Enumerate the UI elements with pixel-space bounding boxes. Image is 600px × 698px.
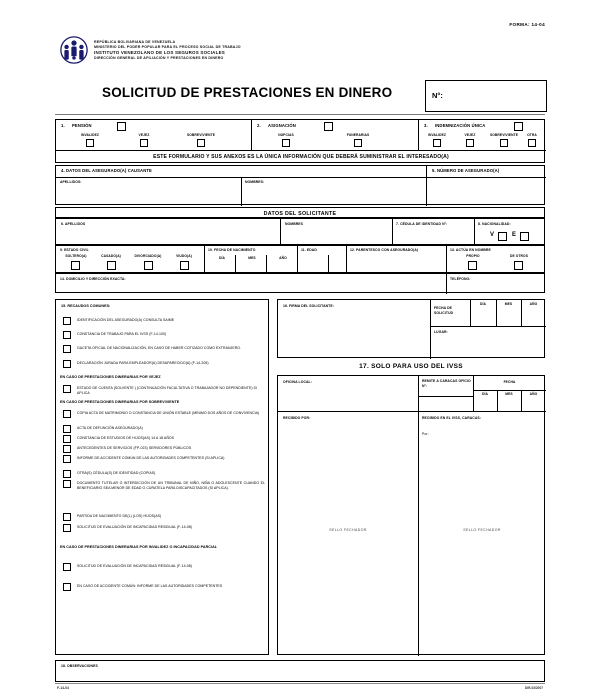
req-common-3-checkbox[interactable] [63,360,71,368]
acts-opt-0-checkbox[interactable] [468,261,477,270]
req-invalidez-heading: EN CASO DE PRESTACIONES DINERARIAS POR INVALIDEZ O INCAPACIDAD PARCIAL [60,545,218,549]
indemnizacion-number: 3. [424,123,428,128]
ivss-office-label: OFICINA LOCAL: [283,380,312,384]
civil-opt-0-label: SOLTERO(A) [65,254,87,258]
req-sobre-5-label: OTRA(S) CÉDULA(S) DE IDENTIDAD (COPIAS) [77,471,156,475]
acts-label: 13. ACTÚA EN NOMBRE [450,248,491,252]
req-sobre-1-label: ACTA DE DEFUNCIÓN ASEGURADO(A) [77,426,143,430]
pension-title: PENSIÓN [72,123,92,128]
pension-opt-1-checkbox[interactable] [140,139,148,147]
req-sobre-1-checkbox[interactable] [63,425,71,433]
applicant-band [55,207,545,218]
req-sobre-7-checkbox[interactable] [63,513,71,521]
signature-date-dia: DÍA [480,302,486,306]
indemnizacion-opt-1-checkbox[interactable] [466,139,474,147]
req-sobre-6-checkbox[interactable] [63,480,71,488]
req-common-0-checkbox[interactable] [63,317,71,325]
form-number-label: N°: [432,91,443,100]
org-line-4: DIRECCIÓN GENERAL DE AFILIACIÓN Y PRESTACIONES EN DINERO [94,55,224,60]
applicant-id-divider [392,219,393,246]
nationality-e-label: E [512,232,517,238]
civil-opt-2-checkbox[interactable] [144,261,153,270]
indemnizacion-opt-2-label: SOBREVIVIENTE [489,133,519,137]
ivss-fecha-mes: MES [505,392,513,396]
applicant-surnames-label: 6. APELLIDOS [61,222,86,226]
pension-opt-2-label: SOBREVIVIENTE [186,133,216,137]
applicant-nationality-divider [474,219,475,246]
applicant-row-civil [55,245,545,273]
req-common-1-checkbox[interactable] [63,331,71,339]
ivss-top-divider [278,411,546,412]
req-common-3-label: DECLARACIÓN JURADA PARA EMPLEADOR(A) DESAPARECIDO(A) (F-14-205) [77,361,209,365]
signature-date-label: FECHA DE SOLICITUD [434,306,454,316]
asignacion-opt-0-checkbox[interactable] [282,139,290,147]
req-sobre-0-checkbox[interactable] [63,410,71,418]
req-common-1-label: CONSTANCIA DE TRABAJO PARA EL IVSS (F-14-100) [77,332,167,336]
civil-opt-1-checkbox[interactable] [107,261,116,270]
benefit-notice-divider [56,150,546,151]
organization-header [60,36,241,64]
signature-date-ano: AÑO [529,302,538,306]
insured-surnames-label: APELLIDOS: [60,180,82,184]
indemnizacion-main-checkbox[interactable] [514,122,523,131]
applicant-row-address [55,273,545,293]
insured-header-divider [56,177,546,178]
ivss-remit-label: REMITE A CARACAS OFICIO N°: [422,379,471,388]
req-sobre-0-label: COPIA ACTA DE MATRIMONIO O CONSTANCIA DE UNIÓN ESTABLE (MÍNIMO DOS AÑOS DE CONVIVENCIA) [77,411,260,415]
birthdate-mes-label: MES [248,256,256,260]
indemnizacion-opt-2-checkbox[interactable] [500,139,508,147]
applicant-band-title: DATOS DEL SOLICITANTE [263,210,337,217]
pension-main-checkbox[interactable] [117,122,126,131]
applicant-names-divider [280,219,281,246]
form-notice: ESTE FORMULARIO Y SUS ANEXOS ES LA ÚNICA INFORMACIÓN QUE DEBERÁ SUMINISTRAR EL INTERESADO(A) [153,154,449,160]
acts-opt-1-label: DE OTROS [509,254,529,258]
pension-opt-0-checkbox[interactable] [86,139,94,147]
org-line-1: REPÚBLICA BOLIVARIANA DE VENEZUELA [94,39,176,44]
applicant-id-label: 7. CÉDULA DE IDENTIDAD N°: [396,222,448,226]
insured-number-title: 5. NÚMERO DE ASEGURADO(A) [432,168,500,173]
birthdate-divider [297,246,298,274]
page-title: SOLICITUD DE PRESTACIONES EN DINERO [102,85,393,100]
req-sobre-2-checkbox[interactable] [63,435,71,443]
req-invalidez-0-checkbox[interactable] [63,563,71,571]
req-sobre-5-checkbox[interactable] [63,470,71,478]
ivss-received-caracas-label: RECIBIDO EN EL IVSS, CARACAS: [422,416,481,420]
req-sobre-6-label: DOCUMENTO TUTELAR O INTERDICCIÓN DE UN TRIBUNAL DE NIÑO, NIÑA O ADOLESCENTE CUANDO EL BENEFICIARIO SEA MENOR DE EDAD O CURATELA PARA DISCAPACITADOS (SI APLICA). [77,481,265,490]
footer-left: F-14-04 [57,686,69,690]
pension-opt-0-label: INVALIDEZ [80,133,100,137]
asignacion-opt-1-checkbox[interactable] [354,139,362,147]
form-number-input-box[interactable] [425,80,547,112]
asignacion-opt-0-label: NUPCIAS [278,133,294,137]
indemnizacion-opt-1-label: VEJEZ [464,133,476,137]
req-sobre-3-checkbox[interactable] [63,445,71,453]
signature-date-divider [430,326,546,327]
asignacion-number: 2. [257,123,261,128]
req-common-2-checkbox[interactable] [63,345,71,353]
req-invalidez-0-label: SOLICITUD DE EVALUACIÓN DE INCAPACIDAD RESIDUAL (F-14-08) [77,564,193,568]
birthdate-dia-label: DÍA [219,256,225,260]
indemnizacion-opt-0-label: INVALIDEZ [427,133,447,137]
benefit-types-section [55,119,545,163]
civil-status-divider [204,246,205,274]
nationality-e-checkbox[interactable] [520,232,529,241]
applicant-names-label: NOMBRES [285,222,304,226]
address-label: 14. DOMICILIO Y DIRECCIÓN EXACTA: [60,277,126,281]
observations-title: 18. OBSERVACIONES [61,664,98,668]
civil-status-label: 9. ESTADO CIVIL [60,248,89,252]
requirements-title: 15. RECAUDOS COMUNES: [61,304,111,308]
ivss-only-title: 17. SOLO PARA USO DEL IVSS [359,363,463,370]
form-number: FORMA: 14-04 [509,22,545,27]
civil-opt-1-label: CASADO(A) [101,254,121,258]
ivss-fecha-dia: DÍA [482,392,488,396]
requirements-section [55,299,269,655]
pension-opt-1-label: VEJEZ [138,133,150,137]
nationality-v-label: V [490,232,495,238]
req-sobre-4-label: INFORME DE ACCIDENTE COMÚN DE LAS AUTORIDADES COMPETENTES (SI APLICA) [77,456,225,460]
phone-divider [446,274,447,294]
civil-opt-3-checkbox[interactable] [180,261,189,270]
indemnizacion-opt-3-checkbox[interactable] [528,139,536,147]
asignacion-main-checkbox[interactable] [324,122,333,131]
org-line-3: INSTITUTO VENEZOLANO DE LOS SEGUROS SOCIALES [94,49,225,55]
pension-opt-2-checkbox[interactable] [197,139,205,147]
stamp-right-label: SELLO FECHADOR [463,528,501,532]
ivss-bottom-divider [418,411,419,656]
req-sobre-4-checkbox[interactable] [63,455,71,463]
title-row [55,80,545,110]
signature-title: 16. FIRMA DEL SOLICITANTE: [283,304,334,308]
relationship-label: 12. PARENTESCO CON ASEGURADO(A) [350,248,419,252]
org-line-2: MINISTERIO DEL PODER POPULAR PARA EL PROCESO SOCIAL DE TRABAJO [94,44,241,49]
title-divider [55,114,545,115]
birthdate-mes-divider [328,255,329,274]
insured-names-divider [241,177,242,206]
req-vejez-0-checkbox[interactable] [63,385,71,393]
req-common-0-label: IDENTIFICACIÓN DEL ASEGURADO(A) CONSULTA SAIME [77,318,175,322]
req-invalidez-1-label: EN CASO DE ACCIDENTE COMÚN: INFORME DE LAS AUTORIDADES COMPETENTES [77,584,223,588]
req-vejez-0-label: ESTADO DE CUENTA (SOLVENTE ) (CONTINUACIÓN FACULTATIVA O TRABAJADOR NO DEPENDIENTE) SI APLICA [77,386,257,395]
footer-divider [55,683,545,684]
ivss-fecha-divider [473,390,546,391]
benefit-group-indemnizacion [419,120,546,150]
signature-right-divider [430,300,431,359]
ivss-office-divider [418,376,419,411]
birthdate-label: 10. FECHA DE NACIMIENTO [208,248,256,252]
birthdate-ano-label: AÑO [279,256,287,260]
insured-names-label: NOMBRES: [245,180,265,184]
ivss-only-section [277,375,545,655]
req-sobre-8-label: SOLICITUD DE EVALUACIÓN DE INCAPACIDAD RESIDUAL (F-14-08) [77,525,193,529]
nationality-v-checkbox[interactable] [498,232,507,241]
signature-section [277,299,545,358]
insured-right-divider [426,166,427,206]
ivss-oficio-divider [418,396,473,397]
req-sobre-3-label: ANTECEDENTES DE SERVICIOS (FP-023) SERVIDORES PÚBLICOS [77,446,192,450]
req-common-2-label: GACETA OFICIAL DE NACIONALIZACIÓN, EN CASO DE HABER COTIZADO COMO EXTRANJERO. [77,346,242,350]
insured-section-title: 4. DATOS DEL ASEGURADO(A) CAUSANTE [61,168,152,173]
ivss-by-label: Por: [422,432,429,436]
observations-section[interactable] [55,660,545,682]
civil-opt-3-label: VIUDO(A) [176,254,192,258]
birthdate-ano-divider [266,255,267,274]
req-vejez-heading: EN CASO DE PRESTACIONES DINERARIAS POR VEJEZ [60,375,161,379]
benefit-group-pension [56,120,252,150]
ivss-family-logo-icon [60,36,88,64]
req-sobre-7-label: PARTIDA DE NACIMIENTO DE(L) (LOS) HIJOS(AS) [77,514,162,518]
signature-date-mes: MES [504,302,513,306]
stamp-left-label: SELLO FECHADOR [329,528,367,532]
req-sobre-8-checkbox[interactable] [63,524,71,532]
asignacion-opt-1-label: FUNERARIAS [346,133,370,137]
acts-opt-1-checkbox[interactable] [514,261,523,270]
benefit-group-asignacion [252,120,419,150]
age-divider [346,246,347,274]
civil-opt-0-checkbox[interactable] [71,261,80,270]
indemnizacion-opt-3-label: OTRA [527,133,537,137]
footer-right: DIR-03/2007 [524,686,543,690]
civil-opt-2-label: DIVORCIADO(A) [134,254,162,258]
req-sobre-2-label: CONSTANCIA DE ESTUDIOS DE HIJOS(AS) 14 A 18 AÑOS [77,436,175,440]
pension-number: 1. [61,123,65,128]
ivss-fecha-label: FECHA [503,380,516,384]
signature-place-label: LUGAR: [434,330,448,334]
asignacion-title: ASIGNACIÓN [268,123,296,128]
req-invalidez-1-checkbox[interactable] [63,583,71,591]
req-sobreviviente-heading: EN CASO DE PRESTACIONES DINERARIAS POR SOBREVIVIENTE [60,400,180,404]
ivss-received-by-label: RECIBIDO POR: [283,416,311,420]
acts-opt-0-label: PROPIO [466,254,480,258]
insured-data-section [55,165,545,205]
ivss-fecha-ano: AÑO [529,392,538,396]
age-label: 11. EDAD [301,248,317,252]
phone-label: TELÉFONO: [450,277,471,281]
indemnizacion-title: INDEMNIZACIÓN ÚNICA [435,123,486,128]
indemnizacion-opt-0-checkbox[interactable] [433,139,441,147]
relationship-divider [446,246,447,274]
applicant-nationality-label: 8. NACIONALIDAD: [478,222,511,226]
applicant-row-identity [55,218,545,245]
